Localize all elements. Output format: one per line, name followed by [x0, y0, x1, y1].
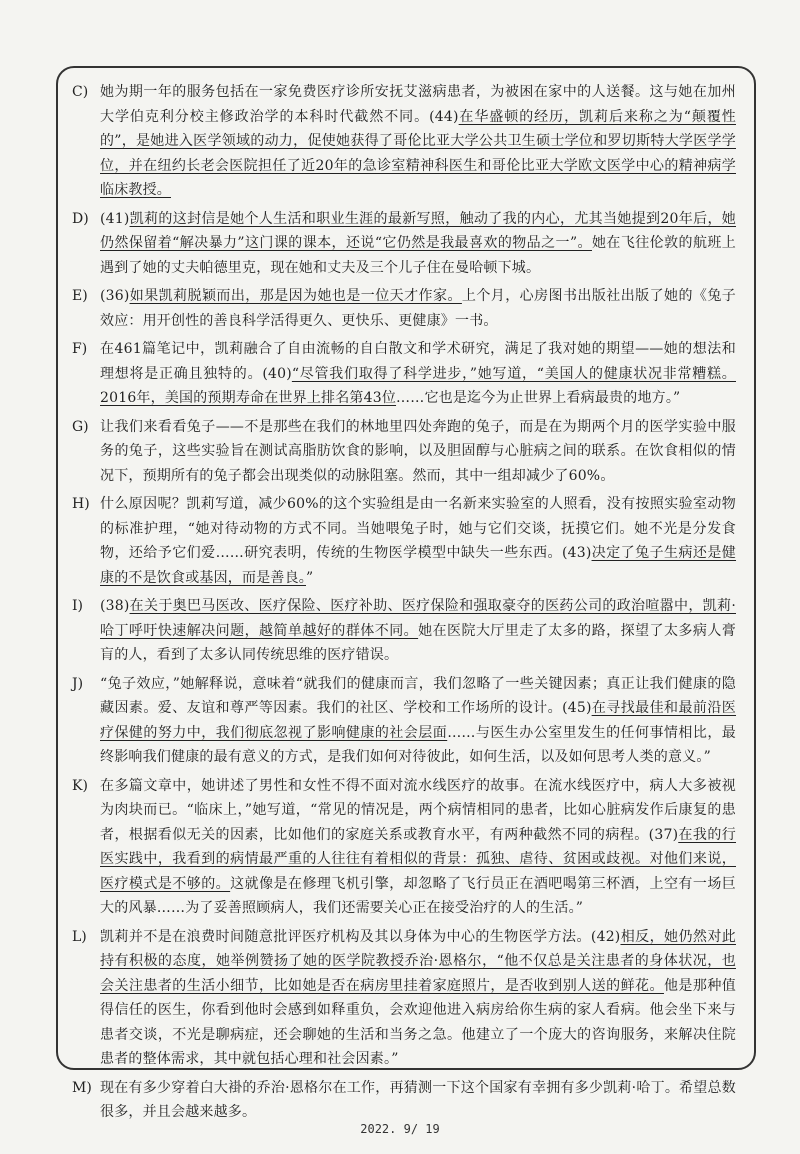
paragraph-m: [72, 1076, 736, 1125]
text-segment: ……它也是迄今为止世界上看病最贵的地方。”: [396, 390, 681, 406]
text-segment: 他是那种值得信任的医生，你看到他时会感到如释重负，会欢迎他进入病房给你生病的家人看病。他会坐下来与患者交谈，不光是聊病症，还会聊她的生活和当务之急。他建立了一个庞大的咨询服务，来解决住院患者的整体需求，其中就包括心理和社会因素。”: [100, 977, 736, 1067]
paragraph-e: [72, 284, 736, 333]
text-segment: (36): [100, 288, 130, 304]
underlined-sentence: 如果凯莉脱颖而出，那是因为她也是一位天才作家。: [129, 288, 462, 304]
paragraph-text: [100, 284, 736, 333]
paragraph-text: [100, 337, 736, 411]
text-segment: ”: [306, 569, 314, 586]
paragraph-l: [72, 925, 736, 1072]
paragraph-c: [72, 80, 736, 203]
text-segment: 现在有多少穿着白大褂的乔治·恩格尔在工作，再猜测一下这个国家有幸拥有多少凯莉·哈丁。希望总数很多，并且会越来越多。: [100, 1079, 736, 1120]
paragraph-text: [100, 594, 736, 668]
paragraph-label: I): [72, 598, 83, 614]
paragraph-text: [100, 80, 736, 203]
text-segment: 什么原因呢？凯莉写道，减少60%的这个实验组是由一名新来实验室的人照看，没有按照实验室动物的标准护理，“她对待动物的方式不同。当她喂兔子时，她与它们交谈，抚摸它们。她不光是分发食物，还给予它们爱……研究表明，传统的生物医学模型中缺失一些东西。(43): [100, 496, 736, 561]
underlined-sentence: 在华盛顿的经历，凯莉后来称之为“颠覆性的”，是她进入医学领域的动力，促使她获得了哥伦比亚大学公共卫生硕士学位和罗切斯特大学医学学位，并在纽约长老会医院担任了近20年的急诊室精神科医生和哥伦比亚大学欧文医学中心的精神病学临床教授。: [100, 108, 736, 198]
text-segment: 凯莉并不是在浪费时间随意批评医疗机构及其以身体为中心的生物医学方法。(42): [100, 928, 621, 945]
text-segment: ……与医生办公室里发生的任何事情相比，最终影响我们健康的最有意义的方式，是我们如何对待彼此，如何生活，以及如何思考人类的意义。”: [100, 724, 736, 765]
paragraph-label: J): [72, 675, 84, 692]
paragraph-text: [100, 415, 736, 489]
text-segment: (41): [100, 210, 130, 227]
underlined-sentence: 相反，她仍然对此持有积极的态度，她举例赞扬了她的医学院教授乔治·恩格尔，“他不仅总是关注患者的身体状况，也会关注患者的生活小细节，比如她是否在病房里挂着家庭照片，是否收到别人送的鲜花。: [100, 928, 736, 994]
paragraph-text: [100, 672, 736, 770]
paragraph-text: [100, 925, 736, 1072]
paragraph-label: K): [72, 777, 88, 794]
text-segment: 让我们来看看兔子——不是那些在我们的林地里四处奔跑的兔子，而是在为期两个月的医学实验中服务的兔子，这些实验旨在测试高脂肪饮食的影响，以及胆固醇与心脏病之间的联系。在饮食相似的情况下，预期所有的兔子都会出现类似的动脉阻塞。然而，其中一组却减少了60%。: [100, 418, 736, 484]
text-segment: 她在飞往伦敦的航班上遇到了她的丈夫帕德里克，现在她和丈夫及三个儿子住在曼哈顿下城。: [100, 235, 737, 276]
underlined-sentence: 凯莉的这封信是她个人生活和职业生涯的最新写照，触动了我的内心，尤其当她提到20年后，她仍然保留着“解决暴力”这门课的课本，还说“它仍然是我最喜欢的物品之一”。: [100, 210, 736, 251]
paragraph-g: [72, 415, 736, 489]
text-segment: (38): [100, 598, 130, 614]
paragraph-list: [72, 80, 736, 1125]
paragraph-text: [100, 207, 736, 281]
underlined-sentence: “尽管我们取得了科学进步，”她写道，“美国人的健康状况非常糟糕。2016年，美国的预期寿命在世界上排名第43位: [100, 365, 736, 406]
underlined-sentence: 在关于奥巴马医改、医疗保险、医疗补助、医疗保险和强取豪夺的医药公司的政治喧嚣中，凯莉·哈丁呼吁快速解决问题，越简单越好的群体不同。: [100, 598, 736, 639]
text-segment: 这就像是在修理飞机引擎，却忽略了飞行员正在酒吧喝第三杯酒，上空有一场巨大的风暴……为了妥善照顾病人，我们还需要关心正在接受治疗的人的生活。”: [100, 875, 737, 916]
text-segment: 她在医院大厅里走了太多的路，探望了太多病人膏肓的人，看到了太多认同传统思维的医疗错误。: [100, 622, 736, 663]
paragraph-label: G): [72, 418, 89, 435]
text-segment: 在461篇笔记中，凯莉融合了自由流畅的自白散文和学术研究，满足了我对她的期望——她的想法和理想将是正确且独特的。(40): [100, 341, 736, 382]
text-segment: 在多篇文章中，她讲述了男性和女性不得不面对流水线医疗的故事。在流水线医疗中，病人大多被视为肉块而已。“临床上，”她写道，“常见的情况是，两个病情相同的患者，比如心脏病发作后康复的患者，根据看似无关的因素，比如他们的家庭关系或教育水平，有两种截然不同的病程。(37): [100, 777, 736, 843]
underlined-sentence: 决定了兔子生病还是健康的不是饮食或基因，而是善良。: [100, 545, 737, 586]
content-frame: [56, 66, 756, 1120]
paragraph-label: L): [72, 928, 87, 945]
paragraph-label: E): [72, 288, 88, 304]
paragraph-text: [100, 1076, 736, 1125]
underlined-sentence: 在我的行医实践中，我看到的病情最严重的人往往有着相似的背景：孤独、虐待、贫困或歧视。对他们来说，医疗模式是不够的。: [100, 826, 736, 892]
text-segment: 上个月，心房图书出版社出版了她的《兔子效应：用开创性的善良科学活得更久、更快乐、更健康》一书。: [100, 288, 736, 329]
paragraph-label: D): [72, 210, 89, 227]
paragraph-h: [72, 492, 736, 590]
paragraph-f: [72, 337, 736, 411]
text-segment: 她为期一年的服务包括在一家免费医疗诊所安抚艾滋病患者，为被困在家中的人送餐。这与她在加州大学伯克利分校主修政治学的本科时代截然不同。(44): [100, 84, 736, 125]
paragraph-label: F): [72, 341, 88, 357]
paragraph-text: [100, 774, 736, 921]
page-footer: 2022. 9/ 19: [360, 1122, 440, 1136]
underlined-sentence: 在寻找最佳和最前沿医疗保健的努力中，我们彻底忽视了影响健康的社会层面: [100, 700, 737, 741]
text-segment: “兔子效应，”她解释说，意味着“就我们的健康而言，我们忽略了一些关键因素；真正让我们健康的隐藏因素。爱、友谊和尊严等因素。我们的社区、学校和工作场所的设计。(45): [100, 675, 736, 716]
paragraph-i: [72, 594, 736, 668]
paragraph-k: [72, 774, 736, 921]
paragraph-text: [100, 492, 736, 590]
paragraph-label: C): [72, 84, 89, 100]
paragraph-label: M): [72, 1079, 92, 1096]
paragraph-label: H): [72, 496, 90, 512]
paragraph-j: [72, 672, 736, 770]
paragraph-d: [72, 207, 736, 281]
